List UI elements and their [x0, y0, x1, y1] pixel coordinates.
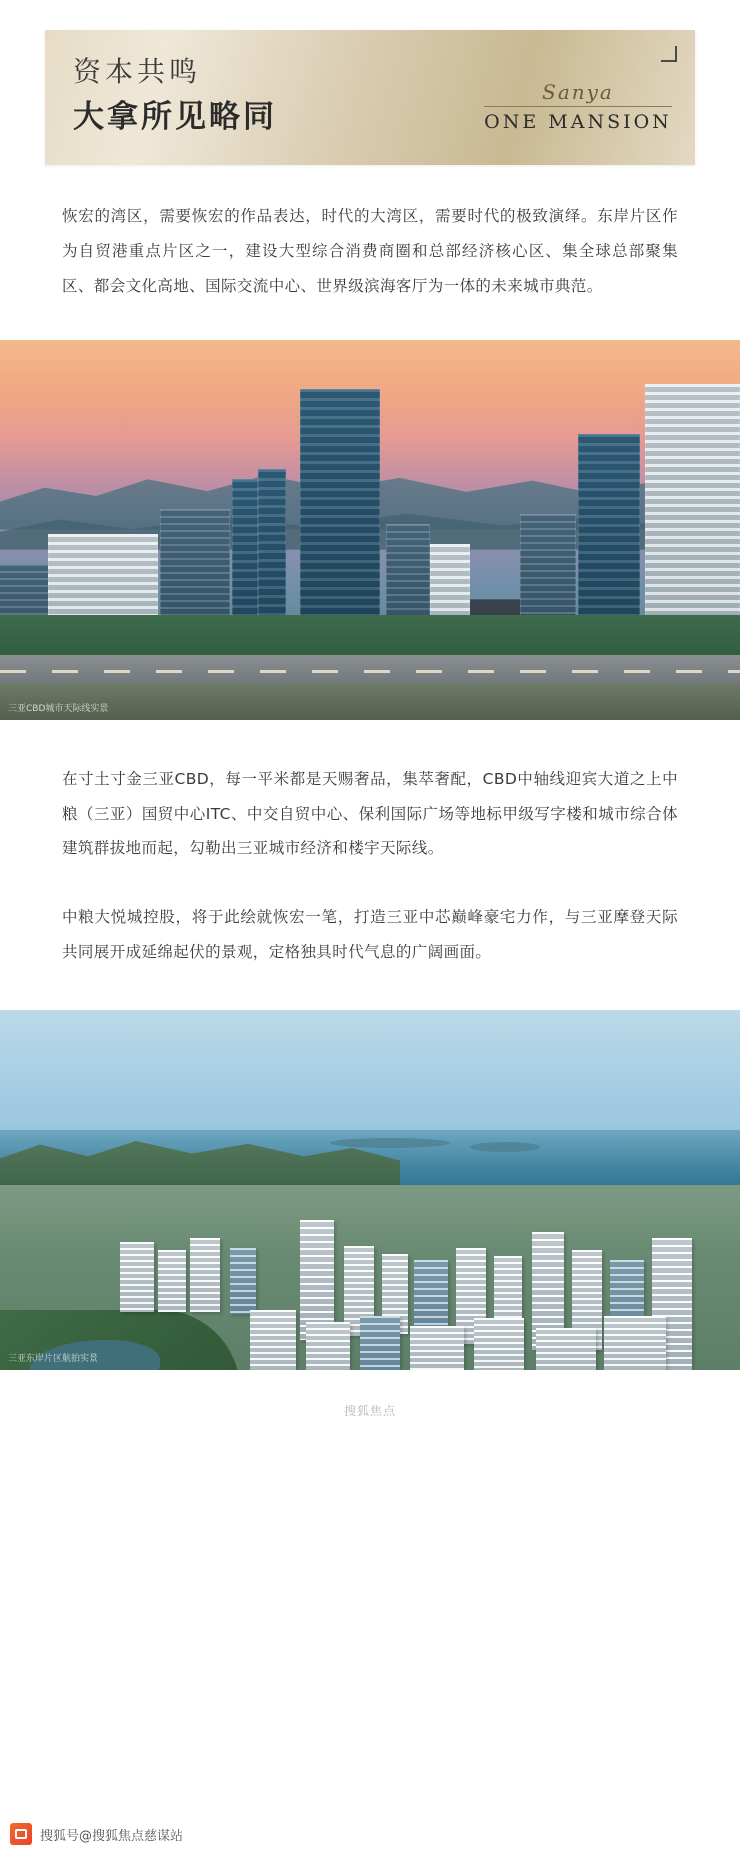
island-far-2 — [470, 1142, 540, 1152]
building-front-6 — [536, 1328, 596, 1370]
road-lane-markings — [0, 670, 740, 673]
paragraph-first: 恢宏的湾区，需要恢宏的作品表达，时代的大湾区，需要时代的极致演绎。东岸片区作为自贸港重点片区之一，建设大型综合消费商圈和总部经济核心区、集全球总部聚集区、都会文化高地、国际交流中心、世界级滨海客厅为一体的未来城市典范。 — [62, 207, 678, 295]
building-cluster-7 — [414, 1260, 448, 1332]
photo-caption-second: 三亚东岸片区航拍实景 — [8, 1354, 99, 1364]
paragraph-second: 在寸土寸金三亚CBD，每一平米都是天赐奢品，集萃奢配，CBD中轴线迎宾大道之上中粮（三亚）国贸中心ITC、中交自贸中心、保利国际广场等地标甲级写字楼和城市综合体建筑群拔地而起，勾勒出三亚城市经济和楼宇天际线。 — [62, 769, 678, 858]
photo-cbd-skyline — [0, 340, 740, 720]
brand-name-text: ONE MANSION — [484, 106, 672, 133]
footer-watermark-bar — [0, 1811, 740, 1857]
building-cluster-3 — [190, 1238, 220, 1312]
building-front-7 — [604, 1316, 666, 1370]
header-banner — [45, 30, 695, 165]
building-front-1 — [250, 1310, 296, 1370]
foreground-vegetation — [0, 684, 740, 720]
building-cluster-4 — [230, 1248, 256, 1314]
building-cluster-2 — [158, 1250, 186, 1312]
photo-aerial-city — [0, 1010, 740, 1370]
sohu-logo-icon — [10, 1823, 32, 1845]
brand-script-text: Sanya — [542, 80, 614, 104]
building-front-5 — [474, 1318, 524, 1370]
building-front-2 — [306, 1322, 350, 1370]
building-cluster-1 — [120, 1242, 154, 1312]
building-front-4 — [410, 1326, 464, 1370]
brand-logo — [483, 82, 673, 133]
paragraph-third: 中粮大悦城控股，将于此绘就恢宏一笔，打造三亚中芯巅峰豪宅力作，与三亚摩登天际共同展开成延绵起伏的景观，定格独具时代气息的广阔画面。 — [62, 908, 678, 962]
banner-title-line2: 大拿所见略同 — [73, 99, 277, 135]
footer-watermark-text: 搜狐号@搜狐焦点慈谋站 — [40, 1828, 184, 1844]
banner-title-block — [73, 54, 277, 137]
banner-title-line1: 资本共鸣 — [73, 55, 202, 88]
corner-bracket-icon — [661, 46, 677, 62]
photo-caption-first: 三亚CBD城市天际线实景 — [8, 703, 109, 714]
page-watermark: 搜狐焦点 — [343, 1404, 396, 1418]
building-front-3 — [360, 1316, 400, 1370]
island-far — [330, 1138, 450, 1148]
